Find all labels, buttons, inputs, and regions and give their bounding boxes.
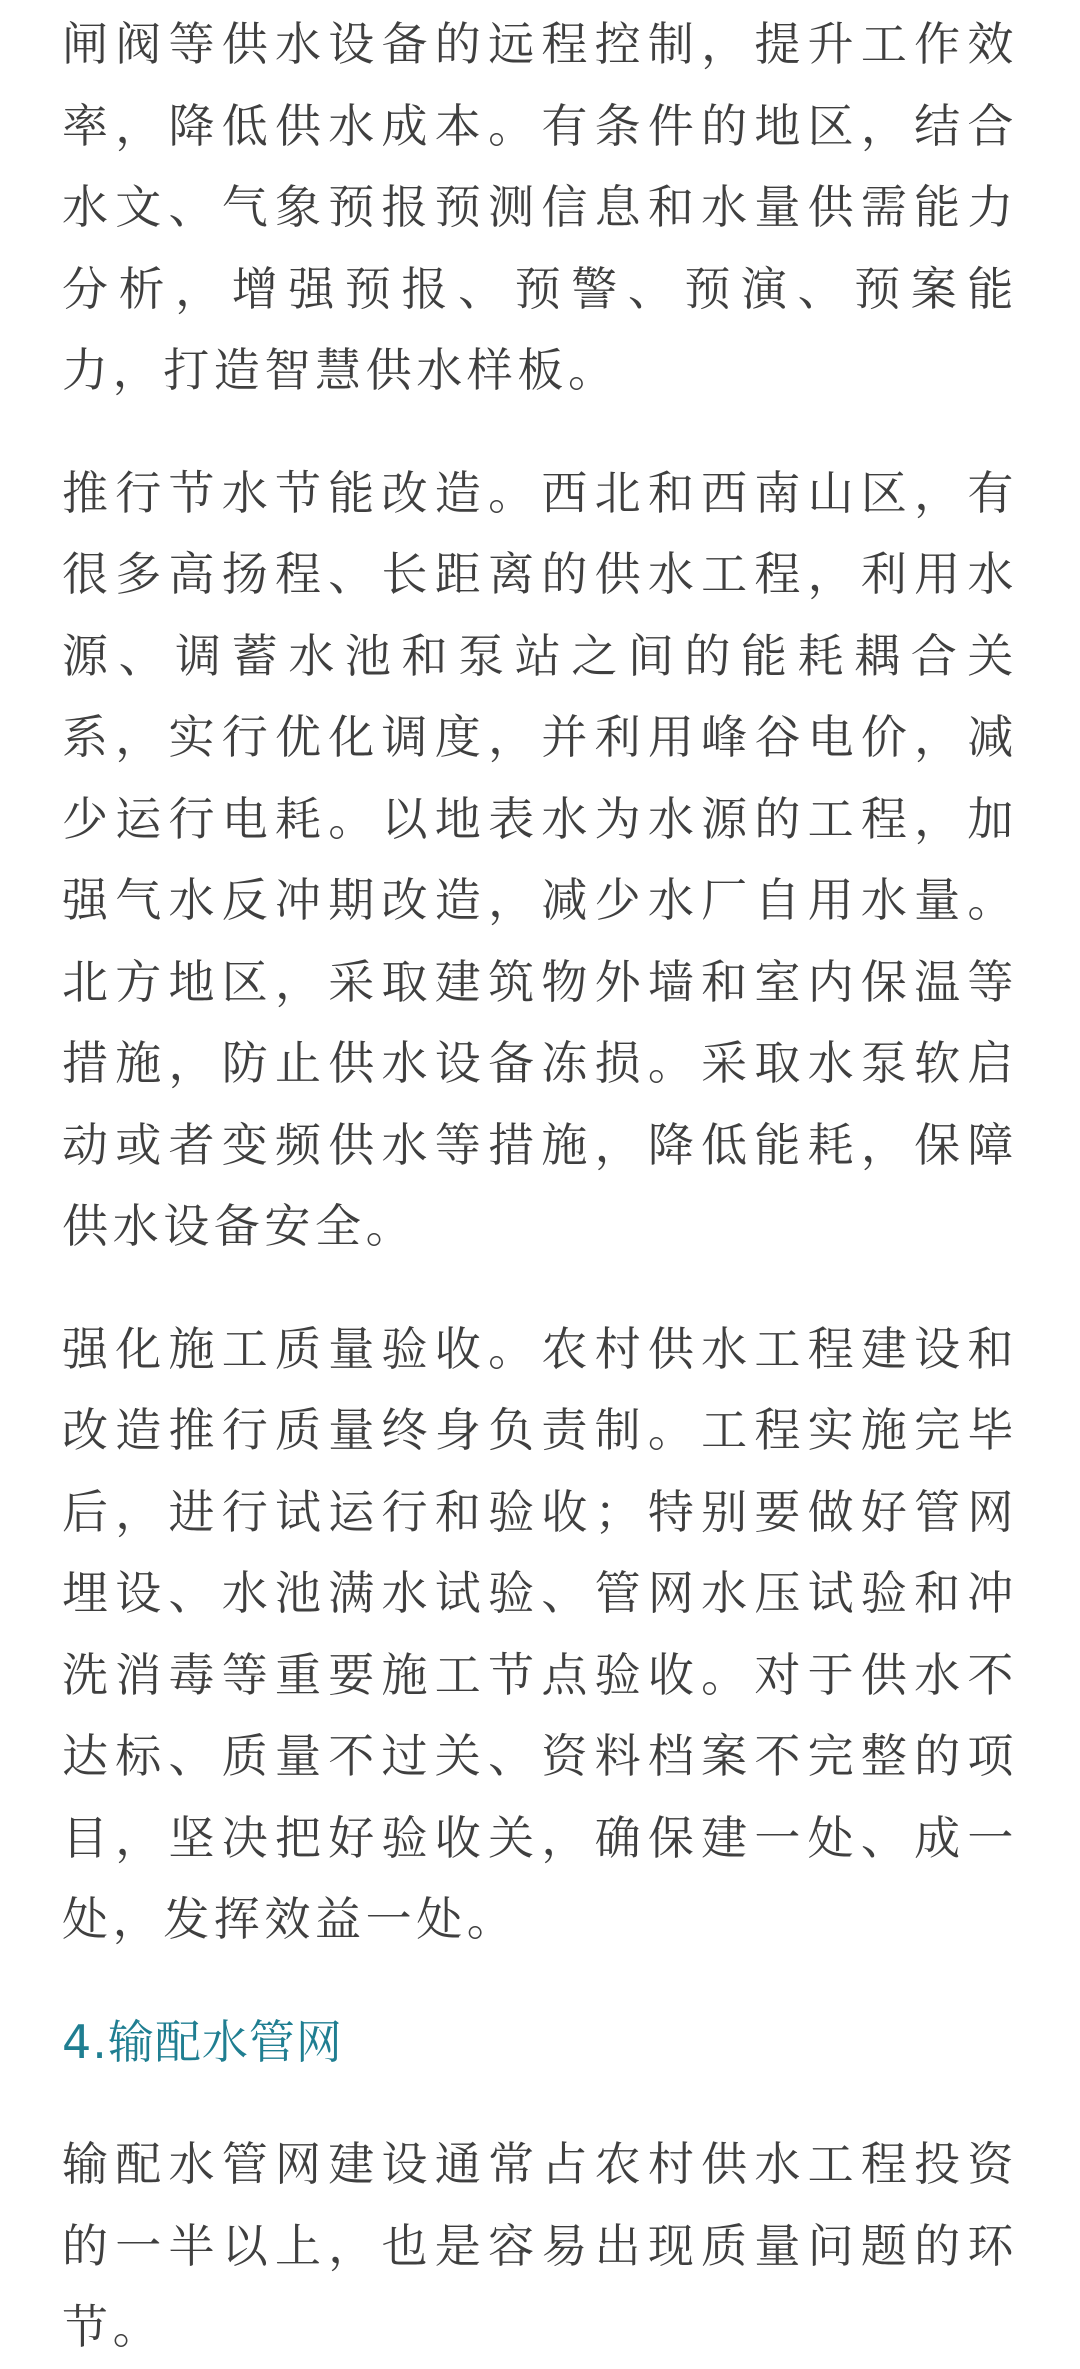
paragraph-construction-quality: 强化施工质量验收。农村供水工程建设和改造推行质量终身负责制。工程实施完毕后，进行试运行和验收；特别要做好管网埋设、水池满水试验、管网水压试验和冲洗消毒等重要施工节点验收。对于供水不达标、质量不过关、资料档案不完整的项目，坚决把好验收关，确保建一处、成一处，发挥效益一处。 xyxy=(62,1321,1018,1946)
section-heading: 4.输配水管网 xyxy=(62,2014,343,2069)
paragraph-smart-water-supply: 闸阀等供水设备的远程控制，提升工作效率，降低供水成本。有条件的地区，结合水文、气象预报预测信息和水量供需能力分析，增强预报、预警、预演、预案能力，打造智慧供水样板。 xyxy=(62,17,1018,397)
paragraph-pipe-network: 输配水管网建设通常占农村供水工程投资的一半以上，也是容易出现质量问题的环节。 xyxy=(62,2137,1018,2354)
paragraph-water-energy-saving: 推行节水节能改造。西北和西南山区，有很多高扬程、长距离的供水工程，利用水源、调蓄水池和泵站之间的能耗耦合关系，实行优化调度，并利用峰谷电价，减少运行电耗。以地表水为水源的工程，加强气水反冲期改造，减少水厂自用水量。北方地区，采取建筑物外墙和室内保温等措施，防止供水设备冻损。采取水泵软启动或者变频供水等措施，降低能耗，保障供水设备安全。 xyxy=(62,465,1018,1253)
